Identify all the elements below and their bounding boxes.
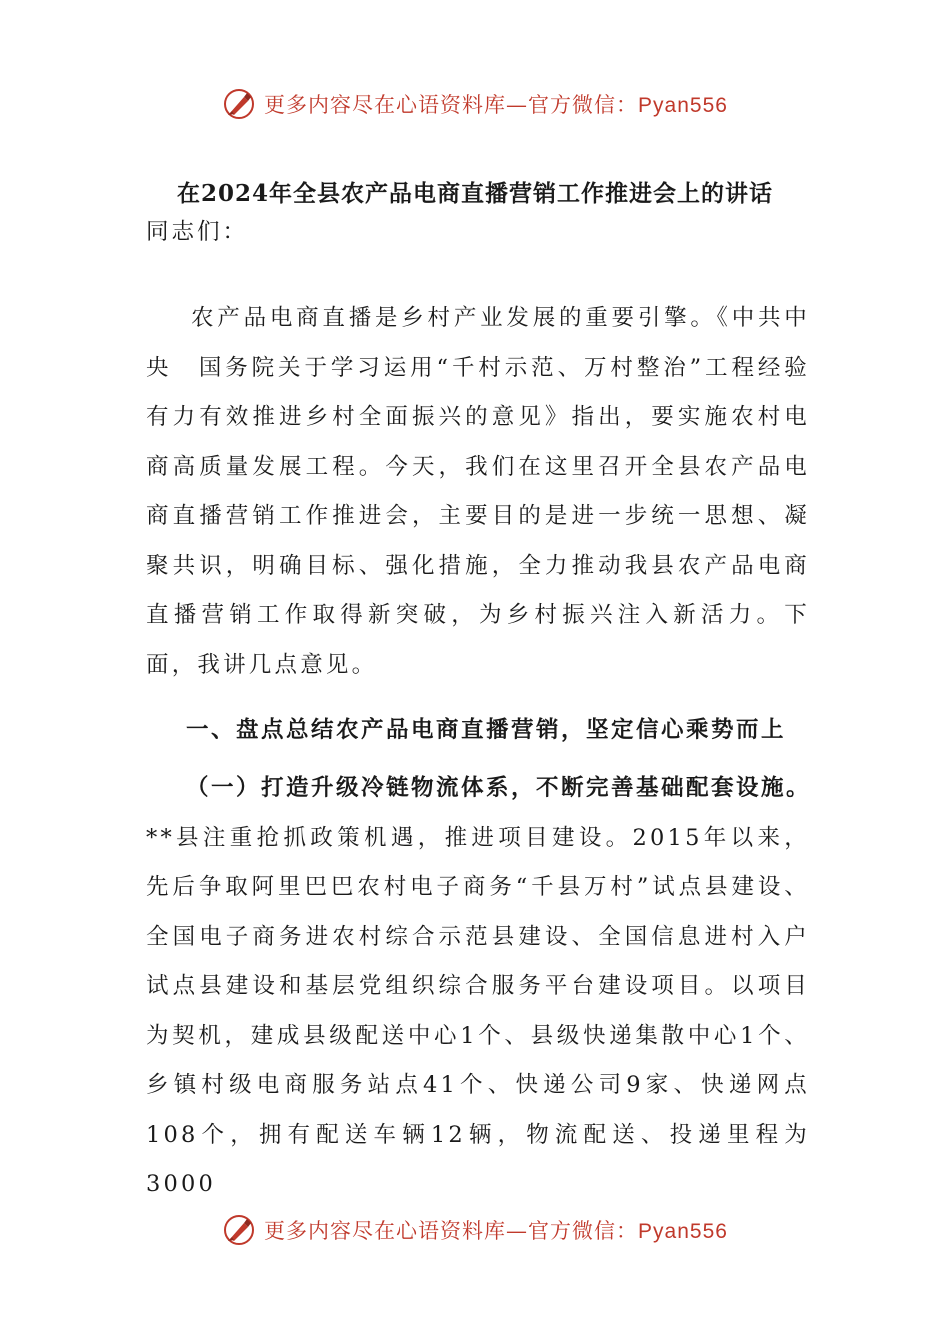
- salutation: 同志们：: [146, 219, 249, 245]
- pen-nib-icon: [222, 87, 256, 121]
- intro-paragraph: 农产品电商直播是乡村产业发展的重要引擎。《中共中央 国务院关于学习运用“千村示范、万村整治”工程经验有力有效推进乡村全面振兴的意见》指出，要实施农村电商高质量发展工程。今天，我们在这里召开全县农产品电商直播营销工作推进会，主要目的是进一步统一思想、凝聚共识，明确目标、强化措施，全力推动我县农产品电商直播营销工作取得新突破，为乡村振兴注入新活力。下面，我讲几点意见。: [146, 305, 810, 678]
- subsection-paragraph: [146, 764, 810, 1210]
- watermark-text: 更多内容尽在心语资料库—官方微信：Pyan556: [264, 1219, 728, 1243]
- section-heading: 一、盘点总结农产品电商直播营销，坚定信心乘势而上: [186, 717, 787, 743]
- pen-nib-icon: [222, 1213, 256, 1247]
- subsection-heading: （一）打造升级冷链物流体系，不断完善基础配套设施。: [186, 775, 812, 801]
- wechat-id: Pyan556: [638, 1220, 728, 1243]
- watermark-top: [0, 84, 950, 124]
- document-title: 在2024年全县农产品电商直播营销工作推进会上的讲话: [176, 180, 773, 207]
- wechat-id: Pyan556: [638, 94, 728, 117]
- watermark-text: 更多内容尽在心语资料库—官方微信：Pyan556: [264, 93, 728, 117]
- subsection-body: **县注重抢抓政策机遇，推进项目建设。2015年以来，先后争取阿里巴巴农村电子商务“千县万村”试点县建设、全国电子商务进农村综合示范县建设、全国信息进村入户试点县建设和基层党组织综合服务平台建设项目。以项目为契机，建成县级配送中心1个、县级快递集散中心1个、乡镇村级电商服务站点41个、快递公司9家、快递网点108个，拥有配送车辆12辆，物流配送、投递里程为3000: [146, 824, 810, 1197]
- watermark-bottom: [0, 1210, 950, 1250]
